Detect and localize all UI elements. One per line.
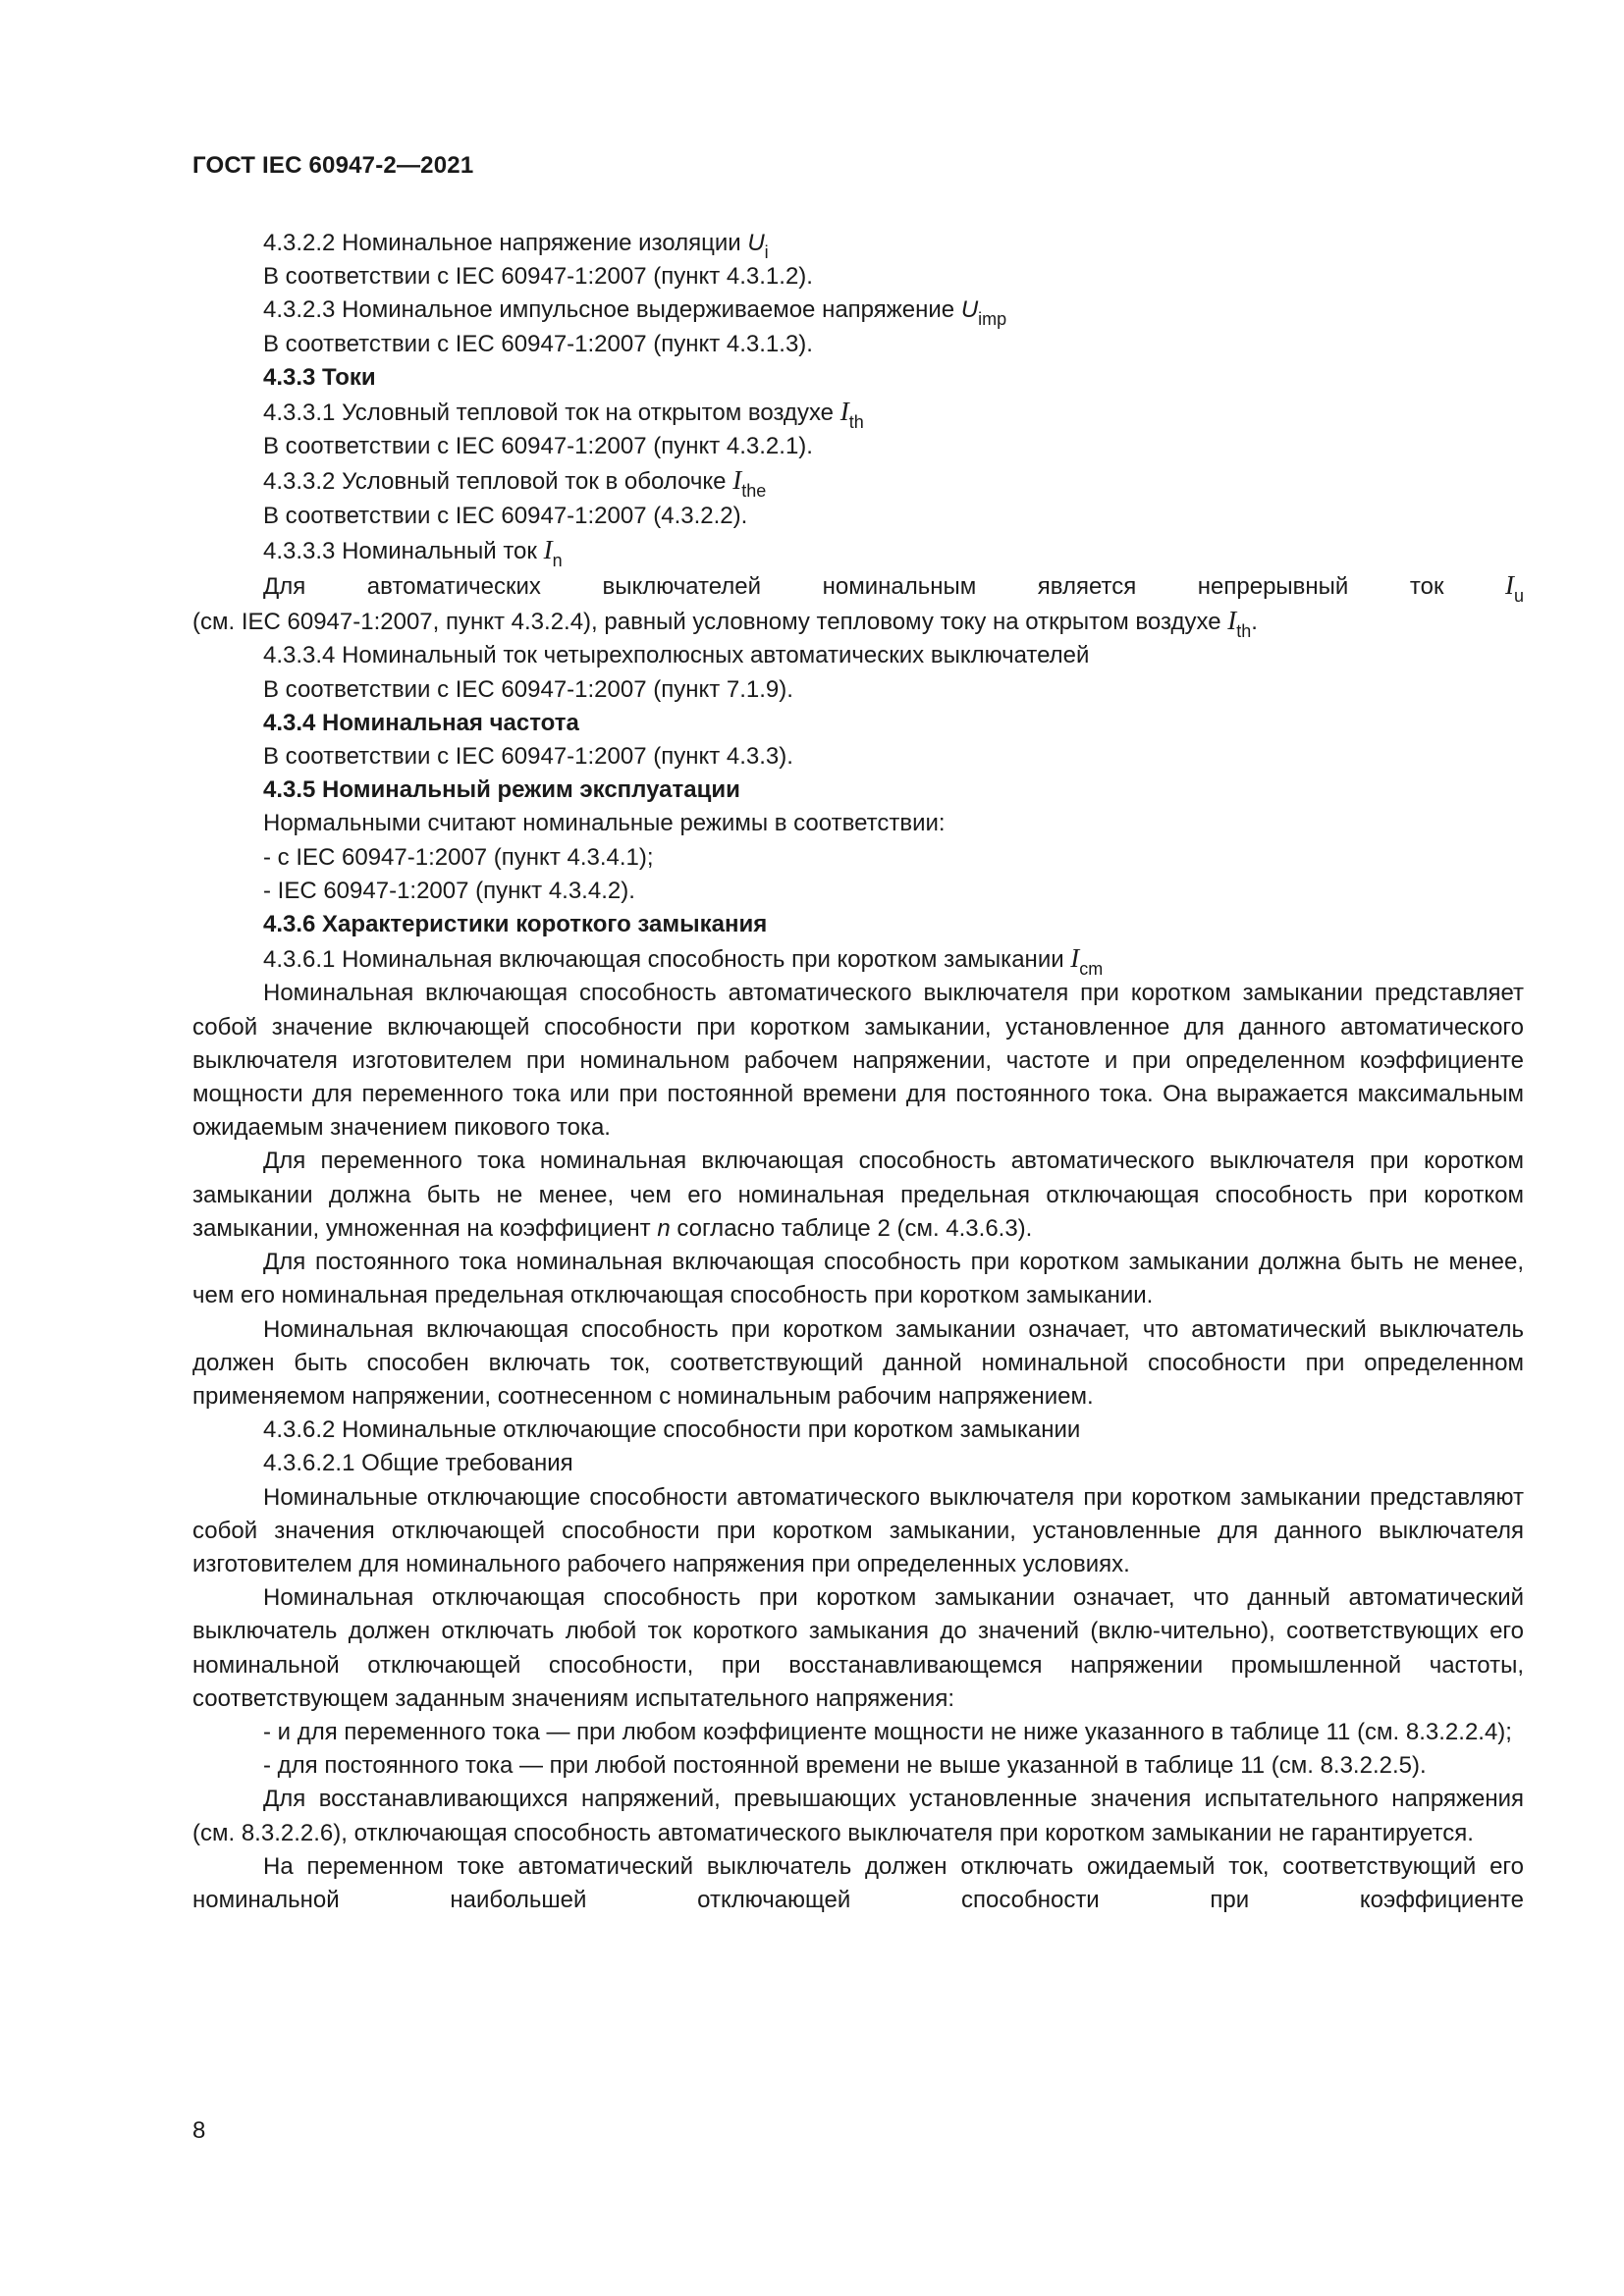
symbol-var: I — [1227, 606, 1237, 636]
reference-line: В соответствии с IEC 60947-1:2007 (пункт 4.3.1.3). — [263, 330, 813, 357]
symbol-var: I — [732, 465, 742, 496]
reference-line: В соответствии с IEC 60947-1:2007 (4.3.2.2). — [263, 502, 748, 529]
document-header: ГОСТ IEC 60947-2—2021 — [192, 152, 474, 179]
symbol-var: I — [1070, 943, 1080, 974]
page-number: 8 — [192, 2117, 206, 2144]
list-item: - IEC 60947-1:2007 (пункт 4.3.4.2). — [263, 877, 635, 904]
clause-text: 4.3.3.1 Условный тепловой ток на открытом воздухе — [263, 400, 840, 427]
clause-4-3-3-4: 4.3.3.4 Номинальный ток четырехполюсных автоматических выключателей — [263, 642, 1090, 669]
paragraph: Номинальная отключающая способность при коротком замыкании означает, что данный автоматический выключатель должен отключать любой ток короткого замыкания до значений (вклю-чительно), соответствующих его номинальной отключающей способности, при восстанавливающемся напряжении промышленной частоты, соответствующем заданным значениям испытательного напряжения: — [192, 1584, 1524, 1712]
symbol-sub: th — [1236, 621, 1252, 642]
symbol-sub: cm — [1079, 959, 1104, 980]
symbol-sub: th — [848, 412, 864, 433]
symbol-sub: the — [741, 481, 767, 502]
symbol-var: I — [839, 397, 849, 427]
clause-4-3-6-2-1: 4.3.6.2.1 Общие требования — [263, 1450, 573, 1477]
clause-text: 4.3.6.1 Номинальная включающая способность при коротком замыкании — [263, 946, 1071, 974]
clause-text: 4.3.3.2 Условный тепловой ток в оболочке — [263, 468, 733, 496]
paragraph: Для восстанавливающихся напряжений, превышающих установленные значения испытательного напряжения (см. 8.3.2.2.6), отключающая способность автоматического выключателя при коротком замыкании не гарантируется. — [192, 1786, 1524, 1846]
list-item: - для постоянного тока — при любой постоянной времени не выше указанной в таблице 11 (см. 8.3.2.2.5). — [263, 1752, 1427, 1780]
paragraph-text: согласно таблице 2 (см. 4.3.6.3). — [670, 1214, 1033, 1242]
symbol-var: U — [960, 296, 979, 324]
paragraph-text: . — [1251, 609, 1258, 636]
paragraph-text: Для автоматических выключателей номинальным является непрерывный ток — [263, 573, 1505, 601]
paragraph-line — [192, 604, 1524, 642]
symbol-var: U — [747, 230, 765, 256]
list-item: - с IEC 60947-1:2007 (пункт 4.3.4.1); — [263, 843, 654, 871]
reference-line: В соответствии с IEC 60947-1:2007 (пункт 7.1.9). — [263, 675, 793, 703]
symbol-sub: i — [764, 242, 769, 262]
clause-4-3-2-3 — [192, 294, 1524, 330]
symbol-sub: u — [1513, 586, 1524, 607]
reference-line: В соответствии с IEC 60947-1:2007 (пункт 4.3.1.2). — [263, 263, 813, 291]
clause-4-3-3-3 — [192, 533, 1524, 568]
symbol-sub: imp — [978, 309, 1007, 330]
clause-4-3-3-1 — [192, 395, 1524, 433]
symbol-sub: n — [552, 550, 563, 570]
clause-4-3-6-1 — [192, 941, 1524, 980]
symbol-var: I — [543, 534, 553, 564]
section-heading-4-3-5: 4.3.5 Номинальный режим эксплуатации — [263, 776, 740, 804]
symbol-var: I — [1504, 570, 1514, 601]
paragraph: На переменном токе автоматический выключатель должен отключать ожидаемый ток, соответствующий его номинальной наибольшей отключающей способности при коэффициенте — [192, 1852, 1524, 1913]
section-heading-4-3-6: 4.3.6 Характеристики короткого замыкания — [263, 911, 768, 938]
clause-4-3-6-2: 4.3.6.2 Номинальные отключающие способности при коротком замыкании — [263, 1416, 1081, 1444]
document-body — [192, 227, 1524, 1917]
paragraph: Для постоянного тока номинальная включающая способность при коротком замыкании должна быть не менее, чем его номинальная предельная отключающая способность при коротком замыкании. — [192, 1249, 1524, 1309]
paragraph-line: Нормальными считают номинальные режимы в соответствии: — [263, 810, 946, 837]
symbol-var: n — [657, 1214, 671, 1242]
clause-text: 4.3.2.2 Номинальное напряжение изоляции — [263, 230, 748, 256]
paragraph: Номинальная включающая способность при коротком замыкании означает, что автоматический выключатель должен быть способен включать ток, соответствующий данной номинальной способности при определенном применяемом напряжении, соотнесенном с номинальным рабочим напряжением. — [192, 1315, 1524, 1410]
paragraph-text: (см. IEC 60947-1:2007, пункт 4.3.2.4), равный условному тепловому току на открытом воздухе — [192, 609, 1228, 636]
clause-text: 4.3.2.3 Номинальное импульсное выдерживаемое напряжение — [263, 296, 961, 324]
paragraph-line — [192, 568, 1524, 607]
list-item: - и для переменного тока — при любом коэффициенте мощности не ниже указанного в таблице 11 (см. 8.3.2.2.4); — [263, 1718, 1512, 1745]
reference-line: В соответствии с IEC 60947-1:2007 (пункт 4.3.3). — [263, 743, 793, 771]
clause-4-3-3-2 — [192, 463, 1524, 502]
clause-text: 4.3.3.3 Номинальный ток — [263, 537, 544, 564]
paragraph: Номинальная включающая способность автоматического выключателя при коротком замыкании представляет собой значение включающей способности при коротком замыкании, установленное для данного автоматического выключателя изготовителем при номинальном рабочем напряжении, частоте и при определенном коэффициенте мощности для переменного тока или при постоянной времени для постоянного тока. Она выражается максимальным ожидаемым значением пикового тока. — [192, 980, 1524, 1142]
paragraph: Номинальные отключающие способности автоматического выключателя при коротком замыкании представляют собой значения отключающей способности при коротком замыкании, установленные для данного выключателя изготовителем для номинального рабочего напряжения при определенных условиях. — [192, 1483, 1524, 1577]
paragraph — [192, 1145, 1524, 1246]
clause-4-3-2-2 — [192, 227, 1524, 260]
section-heading-4-3-4: 4.3.4 Номинальная частота — [263, 709, 579, 736]
paragraph-text: Для переменного тока номинальная включающая способность автоматического выключателя при коротком замыкании должна быть не менее, чем его номинальная предельная отключающая способность при коротком замыкании, умноженная на коэффициент — [192, 1148, 1524, 1242]
section-heading-4-3-3: 4.3.3 Токи — [263, 363, 376, 391]
reference-line: В соответствии с IEC 60947-1:2007 (пункт 4.3.2.1). — [263, 433, 813, 460]
